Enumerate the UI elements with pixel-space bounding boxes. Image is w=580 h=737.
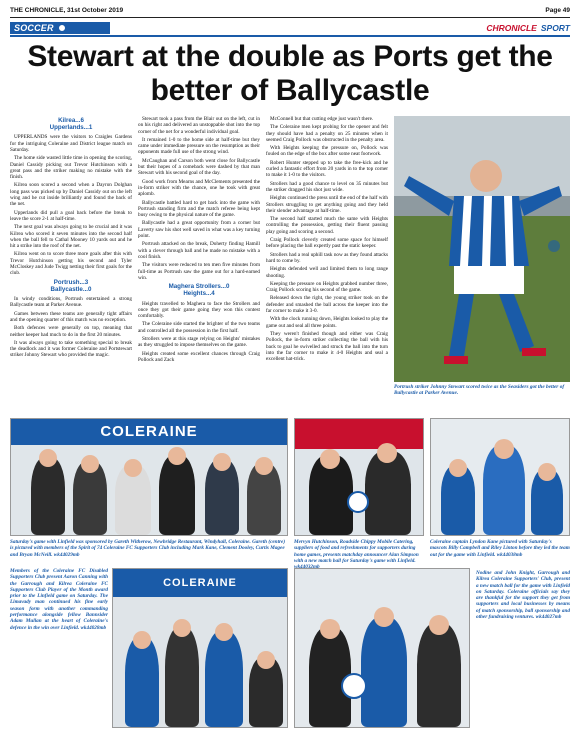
- paragraph: Kilrea soon scored a second when a Dayron Dolghan long pass was picked up by Daniel Cassidy out on the left wing and he cut inside brilliantly and found the back of the net.: [10, 182, 132, 208]
- person-head: [168, 447, 186, 465]
- person-head: [255, 457, 273, 475]
- paragraph: Strollers had a real uphill task now as they found attacks hard to come by.: [266, 251, 388, 264]
- person-head: [257, 651, 275, 669]
- hero-photo: [394, 116, 570, 382]
- paragraph: The visitors were reduced to ten men five minutes from full-time as Portrush saw the game out for a hard-earned win.: [138, 262, 260, 281]
- paragraph: Both defences were generally on top, meaning that neither keeper had much to do in the first 20 minutes.: [10, 325, 132, 338]
- photo-match-ball-presentation: [294, 568, 470, 728]
- paragraph: Released down the right, the young striker took on the defender and smashed the ball across the keeper into the far corner to make it 3-0.: [266, 295, 388, 315]
- person-head: [173, 619, 191, 637]
- paragraph: In windy conditions, Portrush entertained a strong Ballycastle team at Parker Avenue.: [10, 296, 132, 309]
- person: [365, 451, 411, 535]
- paragraph: Craig Pollock cleverly created some space for himself before placing the ball expertly past the static keeper.: [266, 237, 388, 250]
- football-icon: [58, 24, 66, 32]
- person: [165, 627, 199, 727]
- photo-award: [112, 568, 288, 728]
- match-heading: Portrush...3 Ballycastle...0: [50, 278, 92, 293]
- paragraph: Heights defended well and limited them to long range shooting.: [266, 266, 388, 279]
- paragraph: Kilrea went on to score three more goals after this with Trevor Hutchinson getting his second and Tyler McCloskey and Jude Twigg netting their first goals for the club.: [10, 251, 132, 277]
- article-column-2: [138, 116, 260, 416]
- section-label: SOCCER: [14, 23, 54, 33]
- match-heading: Kilrea...6 Upperlands...1: [49, 117, 93, 132]
- paragraph: Ballycastle had a great opportunity from a corner but Laverty saw his shot well saved in what was a key turning point.: [138, 220, 260, 240]
- footballer-illustration: [394, 116, 570, 382]
- photo-caption: Mervyn Hutchinson, Roadside Chippy Mobile Catering, suppliers of food and refreshments for supporters during home games, presents matchday announcer Alan Simpson with a new match ball for Saturday's game with Linfield.: [294, 539, 419, 564]
- paragraph: They weren't finished though and either was Craig Pollock, the in-form striker collecting the ball with his back to goal he swivelled and struck the ball into the turn into the far corner to make it 4-0 Heights and seal a excellent hat-trick.: [266, 330, 388, 363]
- stand-banner: COLERAINE: [11, 419, 287, 445]
- person-head: [320, 619, 340, 639]
- person: [159, 455, 195, 535]
- person-head: [124, 459, 142, 477]
- photo-sponsor-group: [10, 418, 288, 536]
- person-head: [538, 463, 556, 481]
- paragraph: With the clock running down, Heights looked to play the game out and seal all three points.: [266, 316, 388, 329]
- paragraph: Good work from Mearns and McClements presented the in-form striker with the chance, one he took with great aplomb.: [138, 178, 260, 198]
- person: [125, 637, 159, 727]
- paragraph: Portrush attacked on the break, Doherty finding Hamill with a clever through ball and he made no mistake with a cool finish.: [138, 241, 260, 260]
- photo-caption: Nodine and John Knight, Garrough and Kilrea Coleraine Supporters' Club, present a new match ball for the game with Linfield on Saturday. Coleraine officials say they are thankful for the support they get from supporters and local businesses by means of match sponsorship, ball sponsorship and other fundraising ventures. wk44027mb: [476, 570, 570, 621]
- paragraph: McConnell but that cutting edge just wasn't there.: [270, 116, 374, 122]
- football-icon: [347, 491, 369, 513]
- match-heading: Maghera Strollers...0 Heights...4: [168, 283, 230, 298]
- paragraph: Ballycastle battled hard to get back into the game with Portrush standing firm and the match referee being kept busy owing to the physical nature of the game.: [138, 199, 260, 219]
- section-tab: [10, 22, 110, 34]
- person-head: [429, 615, 449, 635]
- person-head: [215, 623, 233, 641]
- header-rule: [10, 17, 570, 18]
- paragraph: With Heights keeping the pressure on, Pollock was fouled on the edge of the box after some neat footwork.: [266, 145, 388, 158]
- person-head: [39, 449, 57, 467]
- paragraph: The next goal was always going to be crucial and it was Kilrea who scored it seven minutes into the second half when the ball fell to Cathal Mooney 10 yards out and he hit a strike into the roof of the net.: [10, 224, 132, 250]
- paragraph: Strollers had a good chance to level on 35 minutes but the striker dragged his shot just wide.: [266, 180, 388, 193]
- photo-caption: Members of the Coleraine FC Disabled Supporters Club present Aaron Canning with the Garrough and Kilrea Coleraine FC Supporters Club Player of the Month award prior to the Linfield game on Saturday. The Limavady man continued his fine early season form with another commanding performance alongside fellow Bannsider Adam Mullan at the heart of Coleraine's defence in the win over Linfield. wk44028mb: [10, 568, 108, 631]
- football-icon: [341, 673, 367, 699]
- person-head: [377, 443, 397, 463]
- paragraph: Upperlands did pull a goal back before the break to leave the score 2-1 at half-time.: [10, 209, 132, 222]
- paragraph: The Coleraine side started the brighter of the two teams and controlled all the possession in the first half.: [138, 321, 260, 334]
- person-head: [449, 459, 467, 477]
- masthead-sport: SPORT: [540, 23, 570, 33]
- photo-match-ball: [294, 418, 424, 536]
- paragraph: The Coleraine men kept probing for the opener and felt they should have had a penalty on 25 minutes when it seemed Craig Pollock was obstructed in the penalty area.: [266, 124, 388, 143]
- photo-caption: Saturday's game with Linfield was sponsored by Gareth Witherow, Newbridge Restaurant, Windyhall, Coleraine. Gareth (centre) is pictured with members of the Spirit of 74 Coleraine FC Supporters Club including Mark Kane, Clement Dooley, Curtis Magee and Bryan McNeill. wk44029mb: [10, 539, 286, 558]
- paragraph: Robert Hunter stepped up to take the free-kick and he curled a fantastic effort from 20 yards in to the top corner to make it 1-0 to the visitors.: [266, 159, 388, 179]
- section-divider: [10, 35, 570, 37]
- paragraph: It was always going to take something special to break the deadlock and it was former Coleraine and Portstewart striker Johnny Stewart who provided the magic.: [10, 339, 132, 359]
- paragraph: UPPERLANDS were the visitors to Craigles Gardens for the intriguing Coleraine and District league match on Saturday.: [10, 134, 132, 153]
- person-head: [81, 455, 99, 473]
- person: [417, 623, 461, 727]
- person: [31, 457, 65, 535]
- paper-dateline: THE CHRONICLE, 31st October 2019: [10, 6, 124, 14]
- paragraph: Strollers were at this stage relying on Heights' mistakes as they struggled to impose themselves on the game.: [138, 336, 260, 349]
- page-headline: Stewart at the double as Ports get the better of Ballycastle: [27, 40, 553, 107]
- person: [205, 631, 243, 727]
- photo-caption: Coleraine captain Lyndon Kane pictured with Saturday's mascots Billy Campbell and Riley Linton before they led the team out for the game with Linfield. wk44038mb: [430, 539, 570, 558]
- paragraph: Games between these teams are generally tight affairs and the opening quarter of this match was no exception.: [10, 310, 132, 323]
- person-head: [320, 449, 340, 469]
- stand-banner: [295, 419, 423, 449]
- article-column-3: [266, 116, 388, 416]
- hero-caption: Portrush striker Johnny Stewart scored twice as the Seasiders got the better of Ballycastle at Parker Avenue.: [394, 384, 565, 397]
- masthead: [486, 22, 570, 34]
- person-head: [213, 453, 231, 471]
- paragraph: Keeping the pressure on Heights grabbed number three, Craig Pollock scoring his second of the game.: [266, 280, 388, 294]
- paragraph: McCaughan and Carson both went close for Ballycastle but their hopes of a comeback were dashed by that man Stewart with his second goal of the day.: [138, 157, 260, 177]
- person-head: [374, 607, 394, 627]
- page-header: [10, 4, 570, 16]
- paragraph: Heights travelled to Maghera to face the Strollers and once they got their game going they won this contest comfortably.: [138, 300, 260, 320]
- masthead-chronicle: CHRONICLE: [486, 23, 537, 33]
- person: [361, 617, 407, 727]
- paragraph: Stewart took a pass from the Blair out on the left, cut in on his right and delivered an unstoppable shot into the top corner of the net for a wonderful individual goal.: [138, 116, 260, 135]
- paragraph: Heights created some excellent chances through Craig Pollock and Zack: [138, 350, 260, 363]
- paragraph: The home side wasted little time in opening the scoring, Daniel Cassidy picking out Trevor Hutchinson with a great pass and the striker making no mistake with the finish.: [10, 155, 132, 181]
- person-head: [133, 631, 151, 649]
- stand-banner: COLERAINE: [113, 569, 287, 597]
- photo-mascots: [430, 418, 570, 536]
- paragraph: Heights continued the press until the end of the half with Strollers struggling to get anything going and they held their slender advantage at half-time.: [266, 195, 388, 214]
- page-number: Page 49: [545, 6, 570, 14]
- person-head: [494, 439, 514, 459]
- paragraph: It remained 1-0 to the home side at half-time but they came under immediate pressure on the resumption as their opponents made full use of the strong wind.: [138, 136, 260, 156]
- paragraph: The second half started much the same with Heights controlling the possession, getting their fluent passing play going and scoring a second.: [266, 216, 388, 235]
- article-column-1: [10, 116, 132, 416]
